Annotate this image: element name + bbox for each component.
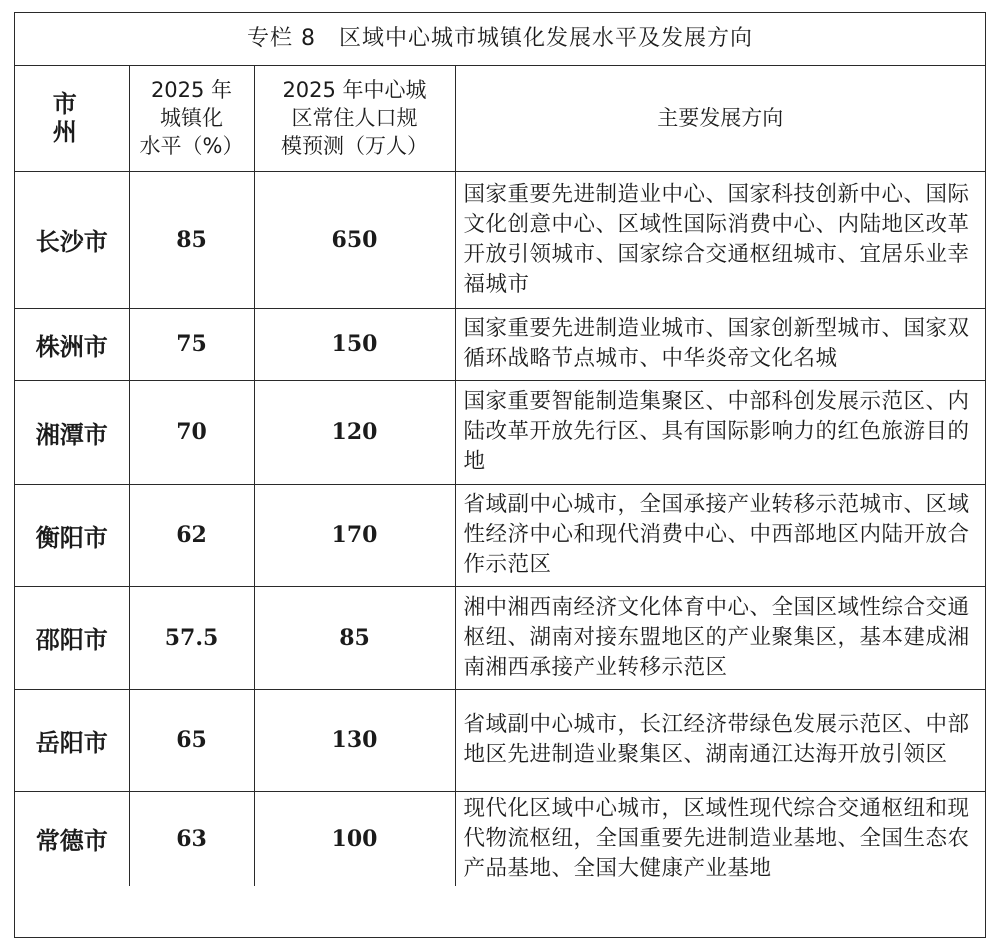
city-name: 岳阳市 [15, 689, 129, 791]
header-population-line3: 模预测（万人） [281, 134, 428, 159]
urbanization-level: 63 [129, 791, 254, 886]
city-name: 衡阳市 [15, 484, 129, 586]
urbanization-level: 75 [129, 308, 254, 380]
urbanization-level: 65 [129, 689, 254, 791]
city-name: 长沙市 [15, 171, 129, 308]
table-row [15, 689, 985, 791]
urbanization-table-panel [14, 12, 986, 938]
population-forecast: 120 [254, 380, 455, 484]
header-urbanization-line1: 2025 年 [150, 78, 233, 103]
development-direction: 国家重要智能制造集聚区、中部科创发展示范区、内陆改革开放先行区、具有国际影响力的红色旅游目的地 [455, 380, 985, 484]
header-urbanization-line2: 城镇化 [160, 106, 223, 131]
development-direction: 国家重要先进制造业中心、国家科技创新中心、国际文化创意中心、区域性国际消费中心、内陆地区改革开放引领城市、国家综合交通枢纽城市、宜居乐业幸福城市 [455, 171, 985, 308]
table-row [15, 171, 985, 308]
urbanization-level: 85 [129, 171, 254, 308]
header-population [254, 66, 455, 171]
city-name: 株洲市 [15, 308, 129, 380]
development-direction: 省域副中心城市，长江经济带绿色发展示范区、中部地区先进制造业聚集区、湖南通江达海开放引领区 [455, 689, 985, 791]
header-direction: 主要发展方向 [455, 66, 985, 171]
urbanization-level: 57.5 [129, 586, 254, 689]
population-forecast: 150 [254, 308, 455, 380]
header-urbanization-line3: 水平（%） [139, 134, 244, 159]
development-direction: 国家重要先进制造业城市、国家创新型城市、国家双循环战略节点城市、中华炎帝文化名城 [455, 308, 985, 380]
table-title: 专栏 8 区域中心城市城镇化发展水平及发展方向 [15, 13, 985, 66]
table-row [15, 586, 985, 689]
table-row [15, 791, 985, 886]
urbanization-level: 70 [129, 380, 254, 484]
development-direction: 省域副中心城市，全国承接产业转移示范城市、区域性经济中心和现代消费中心、中西部地区内陆开放合作示范区 [455, 484, 985, 586]
city-name: 邵阳市 [15, 586, 129, 689]
development-direction: 现代化区域中心城市，区域性现代综合交通枢纽和现代物流枢纽，全国重要先进制造业基地、全国生态农产品基地、全国大健康产业基地 [455, 791, 985, 886]
city-name: 常德市 [15, 791, 129, 886]
population-forecast: 100 [254, 791, 455, 886]
population-forecast: 650 [254, 171, 455, 308]
population-forecast: 170 [254, 484, 455, 586]
city-development-table [15, 66, 985, 886]
header-urbanization [129, 66, 254, 171]
population-forecast: 130 [254, 689, 455, 791]
table-row [15, 308, 985, 380]
header-population-line2: 区常住人口规 [291, 106, 418, 131]
header-city: 市 州 [15, 66, 129, 171]
table-row [15, 484, 985, 586]
table-row [15, 380, 985, 484]
city-name: 湘潭市 [15, 380, 129, 484]
population-forecast: 85 [254, 586, 455, 689]
urbanization-level: 62 [129, 484, 254, 586]
development-direction: 湘中湘西南经济文化体育中心、全国区域性综合交通枢纽、湖南对接东盟地区的产业聚集区，基本建成湘南湘西承接产业转移示范区 [455, 586, 985, 689]
header-row [15, 66, 985, 171]
header-population-line1: 2025 年中心城 [282, 78, 427, 103]
